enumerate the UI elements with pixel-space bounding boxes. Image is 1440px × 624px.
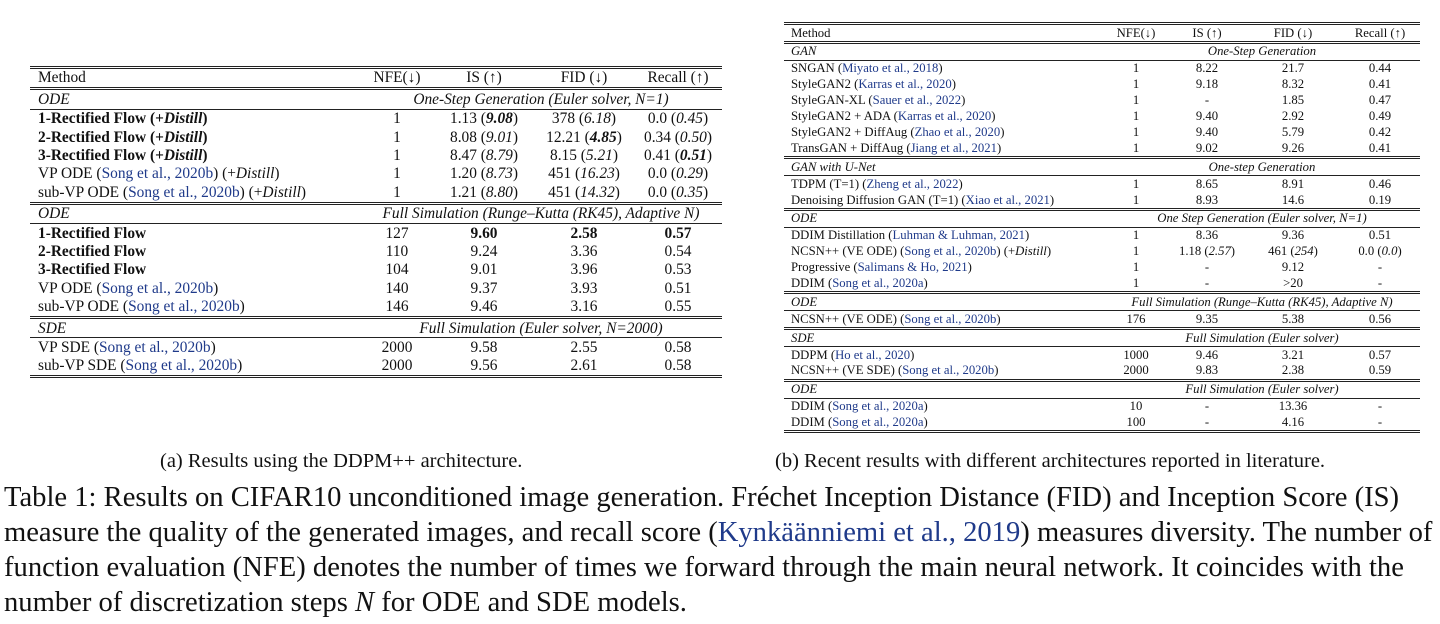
section-header xyxy=(784,42,1420,60)
nfe-cell: 1 xyxy=(1132,260,1140,275)
section-name: ODE xyxy=(784,293,1104,311)
fid-cell: 9.12 xyxy=(1281,260,1305,275)
method-cell: VP ODE (Song et al., 2020b) xyxy=(38,279,219,297)
recall-cell: 0.42 xyxy=(1368,124,1392,139)
method-cell: 3-Rectified Flow (+Distill) xyxy=(38,147,208,165)
fid-cell: 9.26 xyxy=(1281,140,1305,155)
is-cell: 8.08 (9.01) xyxy=(450,128,518,146)
table-row xyxy=(784,77,1420,93)
recall-cell: 0.56 xyxy=(1368,311,1392,326)
is-cell: 9.40 xyxy=(1195,124,1219,139)
recall-cell: 0.54 xyxy=(664,243,692,260)
nfe-cell: 1 xyxy=(1132,140,1140,155)
is-cell: 9.46 xyxy=(1195,347,1219,362)
is-cell: 9.37 xyxy=(470,279,498,297)
table-row xyxy=(784,398,1420,414)
section-header xyxy=(784,329,1420,347)
fid-cell: 3.16 xyxy=(570,298,598,316)
is-cell: 9.02 xyxy=(1195,140,1219,155)
method-cell: StyleGAN-XL (Sauer et al., 2022) xyxy=(791,93,966,108)
nfe-cell: 1 xyxy=(1132,228,1140,243)
section-title: One Step Generation (Euler solver, N=1) xyxy=(1104,209,1420,227)
is-cell: 1.20 (8.73) xyxy=(450,165,518,183)
table-row xyxy=(784,227,1420,243)
method-cell: sub-VP ODE (Song et al., 2020b) (+Distill) xyxy=(38,183,307,201)
nfe-cell: 1 xyxy=(1132,192,1140,207)
is-cell: 9.46 xyxy=(470,298,498,316)
fid-cell: 2.92 xyxy=(1281,109,1305,124)
table-row xyxy=(30,261,722,279)
recall-cell: 0.53 xyxy=(664,261,692,279)
is-cell: 8.36 xyxy=(1195,228,1219,243)
is-cell: 9.60 xyxy=(470,224,498,242)
section-name: SDE xyxy=(784,329,1104,347)
method-cell: NCSN++ (VE ODE) (Song et al., 2020b) (+Distill) xyxy=(791,244,1052,259)
method-cell: 3-Rectified Flow xyxy=(38,261,147,279)
section-header xyxy=(784,293,1420,311)
table-row xyxy=(784,363,1420,380)
table-row xyxy=(784,311,1420,329)
recall-cell: 0.51 xyxy=(1368,228,1392,243)
fid-cell: 1.85 xyxy=(1281,93,1305,108)
fid-cell: 451 (16.23) xyxy=(548,165,620,183)
fid-cell: 2.55 xyxy=(570,338,598,356)
table-row xyxy=(30,243,722,261)
fid-cell: 14.6 xyxy=(1281,192,1305,207)
recall-cell: 0.41 xyxy=(1368,77,1392,92)
is-cell: 1.13 (9.08) xyxy=(450,110,518,128)
nfe-cell: 1 xyxy=(1132,124,1140,139)
fid-cell: 3.21 xyxy=(1281,347,1305,362)
nfe-cell: 146 xyxy=(385,298,409,316)
table-row xyxy=(784,275,1420,292)
fid-cell: 451 (14.32) xyxy=(548,183,620,201)
table-row xyxy=(30,147,722,165)
section-title: Full Simulation (Euler solver) xyxy=(1104,380,1420,398)
recall-cell: 0.55 xyxy=(664,298,692,316)
table-row xyxy=(30,224,722,243)
section-title: One-Step Generation (Euler solver, N=1) xyxy=(360,89,722,109)
table-row xyxy=(784,60,1420,76)
fid-cell: 9.36 xyxy=(1281,228,1305,243)
recall-cell: 0.44 xyxy=(1368,61,1392,76)
method-cell: StyleGAN2 + DiffAug (Zhao et al., 2020) xyxy=(791,124,1005,139)
section-title: One-Step Generation xyxy=(1104,42,1420,60)
table-b xyxy=(784,22,1420,433)
fid-cell: 3.93 xyxy=(570,279,598,297)
is-cell: - xyxy=(1204,275,1210,290)
nfe-cell: 1000 xyxy=(1123,347,1149,362)
method-cell: VP SDE (Song et al., 2020b) xyxy=(38,338,216,356)
method-cell: 2-Rectified Flow (+Distill) xyxy=(38,128,208,146)
method-cell: sub-VP SDE (Song et al., 2020b) xyxy=(30,357,360,377)
nfe-cell: 1 xyxy=(393,147,401,165)
nfe-cell: 1 xyxy=(1132,176,1140,191)
table-caption: Table 1: Results on CIFAR10 unconditioned image generation. Fréchet Inception Distance (FID) and Inception Score (IS) measure the quality of the generated images, and recall score (Kynkäänniemi et al., 2019) measures diversity. The number of function evaluation (NFE) denotes the number of times we forward through the main neural network. It coincides with the number of discretization steps N for ODE and SDE models. xyxy=(4,482,1433,618)
header-is: IS (↑) xyxy=(1168,24,1246,43)
fid-cell: 5.79 xyxy=(1281,124,1305,139)
nfe-cell: 1 xyxy=(1132,244,1140,259)
recall-cell: - xyxy=(1377,260,1383,275)
table-row xyxy=(784,259,1420,275)
recall-cell: 0.58 xyxy=(634,357,722,377)
is-cell: 8.47 (8.79) xyxy=(450,147,518,165)
fid-cell: 8.15 (5.21) xyxy=(550,147,618,165)
section-name: ODE xyxy=(784,209,1104,227)
section-name: SDE xyxy=(30,318,360,338)
method-cell: sub-VP ODE (Song et al., 2020b) xyxy=(38,298,245,316)
is-cell: 1.21 (8.80) xyxy=(450,183,518,201)
fid-cell: 12.21 (4.85) xyxy=(546,128,622,146)
section-title: Full Simulation (Euler solver, N=2000) xyxy=(360,318,722,338)
table-row xyxy=(784,108,1420,124)
header-method: Method xyxy=(784,24,1104,43)
header-recall: Recall (↑) xyxy=(1340,24,1420,43)
table-row xyxy=(784,192,1420,209)
section-name: ODE xyxy=(30,89,360,109)
is-cell: 9.83 xyxy=(1195,363,1219,378)
recall-cell: 0.57 xyxy=(664,224,692,242)
is-cell: - xyxy=(1204,399,1210,414)
is-cell: - xyxy=(1168,414,1246,431)
header-fid: FID (↓) xyxy=(1246,24,1340,43)
method-cell: NCSN++ (VE ODE) (Song et al., 2020b) xyxy=(791,311,1001,326)
recall-cell: - xyxy=(1340,414,1420,431)
recall-cell: 0.0 (0.0) xyxy=(1358,244,1402,259)
nfe-cell: 1 xyxy=(393,165,401,183)
recall-cell: 0.58 xyxy=(664,338,692,356)
table-row xyxy=(784,140,1420,157)
section-header xyxy=(784,380,1420,398)
is-cell: 1.18 (2.57) xyxy=(1178,244,1236,259)
section-name: ODE xyxy=(784,380,1104,398)
table-row xyxy=(30,357,722,377)
nfe-cell: 2000 xyxy=(381,338,413,356)
is-cell: 9.58 xyxy=(470,338,498,356)
nfe-cell: 1 xyxy=(1132,77,1140,92)
section-name: GAN xyxy=(784,42,1104,60)
section-header xyxy=(30,318,722,338)
nfe-cell: 1 xyxy=(393,110,401,128)
section-title: Full Simulation (Euler solver) xyxy=(1104,329,1420,347)
method-cell: StyleGAN2 + ADA (Karras et al., 2020) xyxy=(791,109,996,124)
recall-cell: 0.59 xyxy=(1368,363,1392,378)
section-title: One-step Generation xyxy=(1104,158,1420,176)
fid-cell: 13.36 xyxy=(1278,399,1308,414)
header-recall: Recall (↑) xyxy=(634,68,722,89)
table-row xyxy=(30,109,722,128)
is-cell: - xyxy=(1204,93,1210,108)
method-cell: 1-Rectified Flow xyxy=(38,224,147,242)
section-title: Full Simulation (Runge–Kutta (RK45), Adaptive N) xyxy=(360,203,722,223)
fid-cell: 5.38 xyxy=(1281,311,1305,326)
is-cell: 9.56 xyxy=(434,357,534,377)
method-cell: SNGAN (Miyato et al., 2018) xyxy=(791,61,943,76)
table-row xyxy=(784,244,1420,260)
method-cell: DDIM (Song et al., 2020a) xyxy=(784,414,1104,431)
table-row xyxy=(30,128,722,146)
fid-cell: 4.16 xyxy=(1246,414,1340,431)
header-fid: FID (↓) xyxy=(534,68,634,89)
section-name: GAN with U-Net xyxy=(784,158,1104,176)
header-nfe: NFE(↓) xyxy=(360,68,434,89)
table-row xyxy=(784,414,1420,431)
table-row xyxy=(30,298,722,318)
section-header xyxy=(784,158,1420,176)
section-name: ODE xyxy=(30,203,360,223)
fid-cell: 3.96 xyxy=(570,261,598,279)
table-row xyxy=(30,165,722,183)
nfe-cell: 1 xyxy=(1132,61,1140,76)
method-cell: DDIM (Song et al., 2020a) xyxy=(791,275,928,290)
nfe-cell: 1 xyxy=(1132,109,1140,124)
table-a-header-row xyxy=(30,68,722,89)
citation-link[interactable]: Kynkäänniemi et al., 2019 xyxy=(717,517,1021,548)
nfe-cell: 140 xyxy=(385,279,409,297)
recall-cell: - xyxy=(1377,275,1383,290)
nfe-cell: 1 xyxy=(393,128,401,146)
section-header xyxy=(30,203,722,223)
recall-cell: 0.46 xyxy=(1368,176,1392,191)
is-cell: 8.22 xyxy=(1195,61,1219,76)
section-header xyxy=(30,89,722,109)
recall-cell: 0.19 xyxy=(1368,192,1392,207)
is-cell: - xyxy=(1204,260,1210,275)
is-cell: 9.24 xyxy=(470,243,498,260)
recall-cell: 0.34 (0.50) xyxy=(644,128,712,146)
fid-cell: >20 xyxy=(1283,275,1303,290)
fid-cell: 3.36 xyxy=(570,243,598,260)
nfe-cell: 176 xyxy=(1126,311,1146,326)
table-row xyxy=(784,124,1420,140)
table-row xyxy=(30,183,722,203)
recall-cell: 0.49 xyxy=(1368,109,1392,124)
nfe-cell: 2000 xyxy=(360,357,434,377)
method-cell: DDIM Distillation (Luhman & Luhman, 2021) xyxy=(791,228,1030,243)
method-cell: DDPM (Ho et al., 2020) xyxy=(791,347,915,362)
fid-cell: 8.32 xyxy=(1281,77,1305,92)
table-row xyxy=(784,93,1420,109)
table-a xyxy=(30,66,722,378)
fid-cell: 378 (6.18) xyxy=(551,110,617,128)
is-cell: 9.40 xyxy=(1195,109,1219,124)
recall-cell: 0.0 (0.29) xyxy=(647,165,709,183)
nfe-cell: 10 xyxy=(1129,399,1143,414)
method-cell: TransGAN + DiffAug (Jiang et al., 2021) xyxy=(791,140,1002,155)
header-nfe: NFE(↓) xyxy=(1104,24,1168,43)
is-cell: 9.01 xyxy=(470,261,498,279)
fid-cell: 2.38 xyxy=(1281,363,1305,378)
nfe-cell: 100 xyxy=(1104,414,1168,431)
method-cell: VP ODE (Song et al., 2020b) (+Distill) xyxy=(38,165,280,183)
method-cell: Denoising Diffusion GAN (T=1) (Xiao et al., 2021) xyxy=(791,192,1055,207)
nfe-cell: 2000 xyxy=(1123,363,1149,378)
fid-cell: 461 (254) xyxy=(1268,244,1318,259)
table-row xyxy=(784,346,1420,362)
method-cell: StyleGAN2 (Karras et al., 2020) xyxy=(791,77,956,92)
nfe-cell: 1 xyxy=(393,183,401,201)
fid-cell: 8.91 xyxy=(1281,176,1305,191)
nfe-cell: 104 xyxy=(385,261,409,279)
table-row xyxy=(30,279,722,297)
nfe-cell: 110 xyxy=(385,243,409,260)
nfe-cell: 1 xyxy=(1132,275,1140,290)
nfe-cell: 127 xyxy=(385,224,409,242)
method-cell: DDIM (Song et al., 2020a) xyxy=(791,399,928,414)
section-header xyxy=(784,209,1420,227)
fid-cell: 21.7 xyxy=(1281,61,1305,76)
table-b-header-row xyxy=(784,24,1420,43)
nfe-cell: 1 xyxy=(1132,93,1140,108)
section-title: Full Simulation (Runge–Kutta (RK45), Adaptive N) xyxy=(1104,293,1420,311)
fid-cell: 2.58 xyxy=(570,224,598,242)
header-is: IS (↑) xyxy=(434,68,534,89)
recall-cell: - xyxy=(1377,399,1383,414)
is-cell: 9.35 xyxy=(1195,311,1219,326)
method-cell: 1-Rectified Flow (+Distill) xyxy=(38,110,208,128)
recall-cell: 0.0 (0.45) xyxy=(647,110,709,128)
recall-cell: 0.41 xyxy=(1368,140,1392,155)
is-cell: 8.93 xyxy=(1195,192,1219,207)
subcaption-a: (a) Results using the DDPM++ architecture. xyxy=(160,450,523,472)
subcaption-b: (b) Recent results with different architectures reported in literature. xyxy=(775,450,1326,472)
recall-cell: 0.0 (0.35) xyxy=(647,183,709,201)
is-cell: 9.18 xyxy=(1195,77,1219,92)
header-method: Method xyxy=(30,68,360,89)
recall-cell: 0.47 xyxy=(1368,93,1392,108)
table-row xyxy=(30,338,722,357)
recall-cell: 0.57 xyxy=(1368,347,1392,362)
recall-cell: 0.51 xyxy=(664,279,692,297)
recall-cell: 0.41 (0.51) xyxy=(644,147,712,165)
method-cell: 2-Rectified Flow xyxy=(38,243,147,260)
method-cell: TDPM (T=1) (Zheng et al., 2022) xyxy=(791,176,963,191)
is-cell: 8.65 xyxy=(1195,176,1219,191)
fid-cell: 2.61 xyxy=(534,357,634,377)
table-row xyxy=(784,176,1420,192)
method-cell: Progressive (Salimans & Ho, 2021) xyxy=(791,260,972,275)
method-cell: NCSN++ (VE SDE) (Song et al., 2020b) xyxy=(791,363,999,378)
